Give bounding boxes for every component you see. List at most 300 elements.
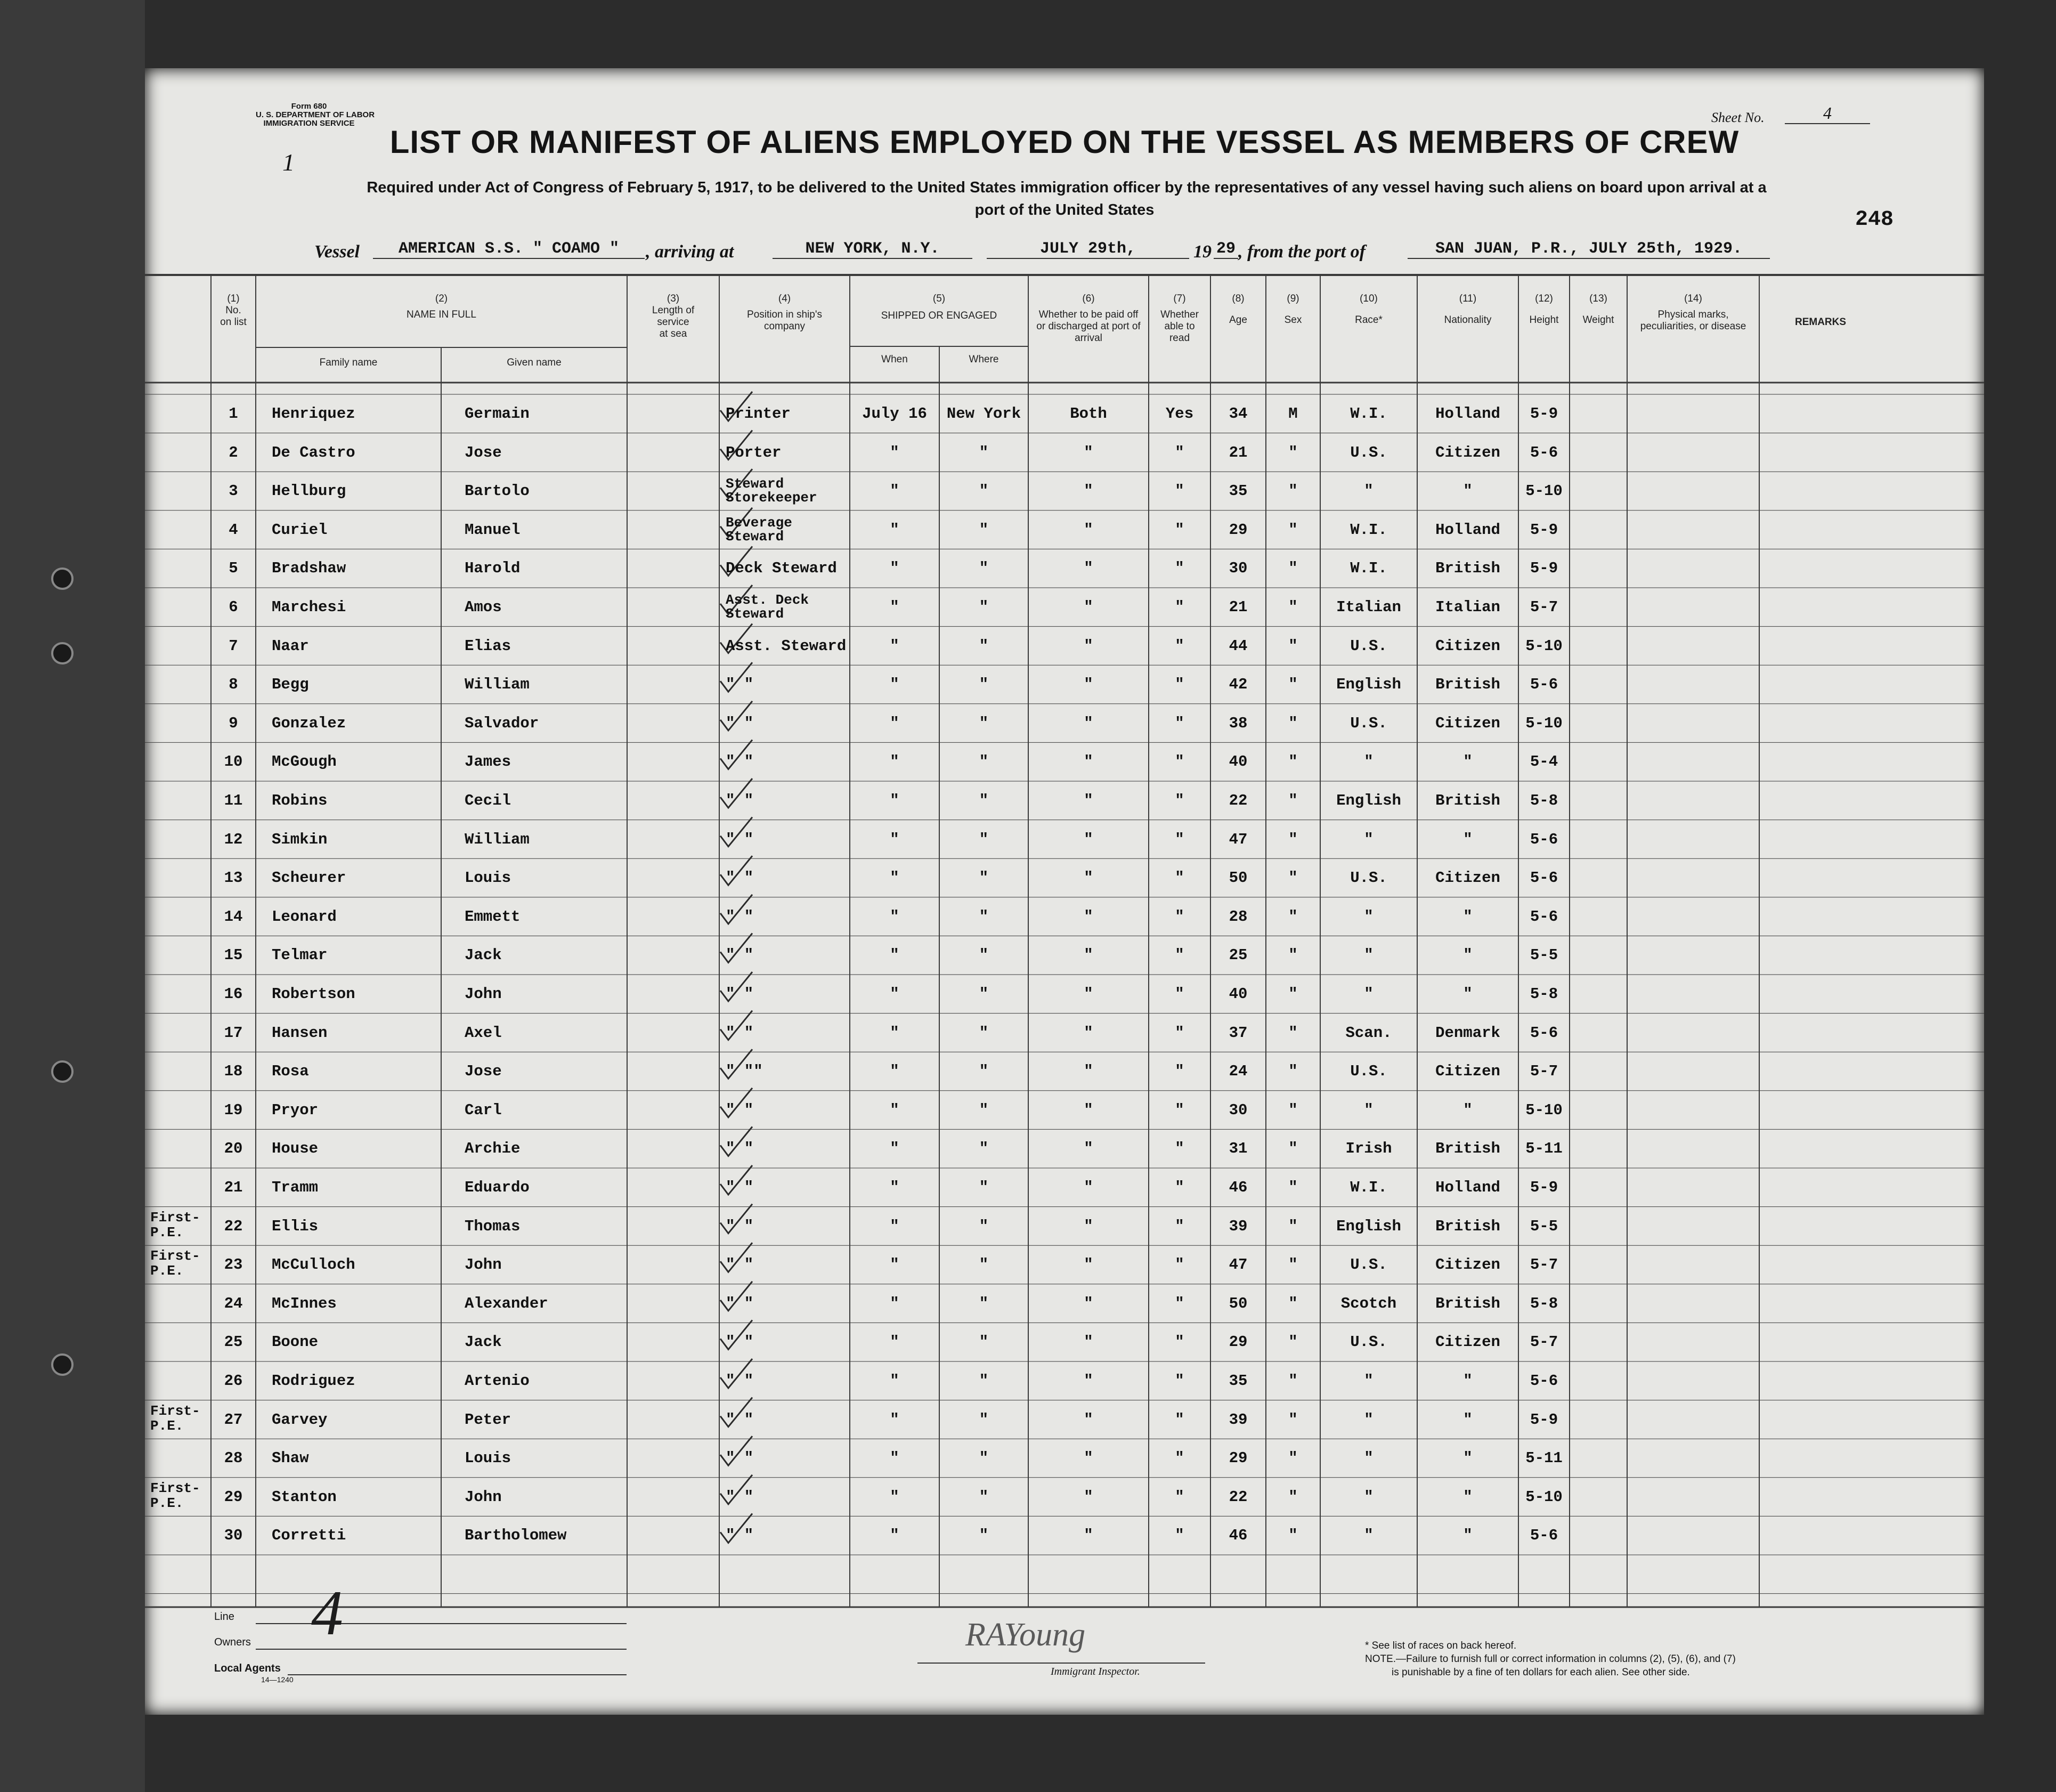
cell-nationality: Holland bbox=[1435, 1179, 1500, 1196]
col-7-header: (7) Whether able to read bbox=[1160, 293, 1199, 344]
cell-read: " bbox=[1175, 1449, 1184, 1467]
cell-no: 26 bbox=[224, 1372, 243, 1390]
cell-nationality: " bbox=[1463, 1372, 1473, 1390]
cell-age: 39 bbox=[1229, 1217, 1248, 1235]
cell-given: Cecil bbox=[465, 792, 511, 809]
cell-position: " " bbox=[726, 907, 754, 926]
cell-height: 5-9 bbox=[1530, 560, 1558, 578]
cell-no: 15 bbox=[224, 946, 243, 964]
cell-age: 25 bbox=[1229, 946, 1248, 964]
cell-height: 5-6 bbox=[1530, 1372, 1558, 1390]
cell-no: 28 bbox=[224, 1449, 243, 1467]
cell-nationality: Citizen bbox=[1435, 869, 1500, 887]
cell-race: W.I. bbox=[1350, 1179, 1387, 1196]
cell-sex: " bbox=[1288, 907, 1298, 926]
col-9-header: (9) Sex bbox=[1284, 293, 1302, 326]
cell-paid: " bbox=[1084, 443, 1093, 461]
cell-age: 30 bbox=[1229, 1101, 1248, 1119]
cell-family: De Castro bbox=[272, 443, 355, 461]
cell-no: 27 bbox=[224, 1410, 243, 1429]
cell-position: Steward Storekeeper bbox=[726, 476, 817, 506]
cell-no: 12 bbox=[224, 830, 243, 848]
cell-sex: " bbox=[1288, 637, 1298, 655]
cell-read: " bbox=[1175, 830, 1184, 848]
cell-family: Pryor bbox=[272, 1101, 319, 1119]
cell-paid: " bbox=[1084, 1333, 1093, 1351]
cell-sex: " bbox=[1288, 1179, 1298, 1196]
col-2b-header: Given name bbox=[507, 357, 562, 368]
subtitle-line-2: port of the United States bbox=[974, 201, 1155, 218]
cell-position: " " bbox=[726, 753, 754, 771]
cell-height: 5-6 bbox=[1530, 1527, 1558, 1545]
arrival-port: NEW YORK, N.Y. bbox=[773, 240, 972, 259]
cell-where: " bbox=[979, 1527, 989, 1545]
cell-nationality: British bbox=[1435, 1294, 1500, 1312]
cell-paid: " bbox=[1084, 753, 1093, 771]
cell-given: Jose bbox=[465, 1063, 502, 1081]
cell-race: Italian bbox=[1336, 598, 1401, 616]
cell-paid: " bbox=[1084, 482, 1093, 500]
cell-family: Telmar bbox=[272, 946, 328, 964]
races-note: * See list of races on back hereof. bbox=[1365, 1640, 1517, 1651]
cell-paid: " bbox=[1084, 1063, 1093, 1081]
cell-sex: " bbox=[1288, 1372, 1298, 1390]
cell-age: 21 bbox=[1229, 598, 1248, 616]
cell-family: Robertson bbox=[272, 985, 355, 1003]
cell-height: 5-7 bbox=[1530, 598, 1558, 616]
cell-given: Salvador bbox=[465, 714, 539, 732]
cell-sex: " bbox=[1288, 1140, 1298, 1158]
cell-sex: " bbox=[1288, 521, 1298, 539]
cell-given: James bbox=[465, 753, 511, 771]
cell-when: " bbox=[890, 598, 899, 616]
cell-family: McGough bbox=[272, 753, 337, 771]
year-prefix: 19 bbox=[1193, 242, 1212, 262]
cell-sex: " bbox=[1288, 869, 1298, 887]
cell-where: " bbox=[979, 1179, 989, 1196]
cell-position: " " bbox=[726, 1256, 754, 1274]
cell-sex: " bbox=[1288, 598, 1298, 616]
col-1-header: (1) No. on list bbox=[220, 293, 247, 328]
cell-age: 40 bbox=[1229, 753, 1248, 771]
cell-given: Emmett bbox=[465, 907, 521, 926]
cell-family: Shaw bbox=[272, 1449, 309, 1467]
cell-sex: " bbox=[1288, 1333, 1298, 1351]
cell-read: " bbox=[1175, 443, 1184, 461]
cell-family: Bradshaw bbox=[272, 560, 346, 578]
cell-height: 5-6 bbox=[1530, 869, 1558, 887]
cell-given: Elias bbox=[465, 637, 511, 655]
cell-sex: " bbox=[1288, 1101, 1298, 1119]
cell-race: W.I. bbox=[1350, 521, 1387, 539]
cell-where: " bbox=[979, 907, 989, 926]
cell-age: 29 bbox=[1229, 1449, 1248, 1467]
cell-when: " bbox=[890, 714, 899, 732]
col-14-header: (14) Physical marks, peculiarities, or disease bbox=[1640, 293, 1746, 332]
cell-when: " bbox=[890, 1101, 899, 1119]
cell-sex: " bbox=[1288, 1410, 1298, 1429]
cell-paid: " bbox=[1084, 1449, 1093, 1467]
cell-sex: " bbox=[1288, 714, 1298, 732]
cell-when: " bbox=[890, 946, 899, 964]
cell-age: 30 bbox=[1229, 560, 1248, 578]
cell-paid: " bbox=[1084, 714, 1093, 732]
cell-family: Leonard bbox=[272, 907, 337, 926]
cell-race: U.S. bbox=[1350, 1256, 1387, 1274]
cell-paid: " bbox=[1084, 1024, 1093, 1042]
department: U. S. DEPARTMENT OF LABOR bbox=[256, 110, 375, 119]
cell-family: Simkin bbox=[272, 830, 328, 848]
cell-nationality: " bbox=[1463, 1449, 1473, 1467]
cell-where: " bbox=[979, 1024, 989, 1042]
cell-family: Garvey bbox=[272, 1410, 328, 1429]
cell-race: " bbox=[1364, 1101, 1374, 1119]
cell-sex: " bbox=[1288, 830, 1298, 848]
cell-where: " bbox=[979, 1140, 989, 1158]
cell-height: 5-10 bbox=[1525, 714, 1563, 732]
cell-paid: " bbox=[1084, 1527, 1093, 1545]
cell-nationality: " bbox=[1463, 946, 1473, 964]
cell-nationality: " bbox=[1463, 1488, 1473, 1506]
cell-sex: " bbox=[1288, 753, 1298, 771]
cell-where: " bbox=[979, 792, 989, 809]
cell-position: " " bbox=[726, 1449, 754, 1467]
penalty-note-line-2: is punishable by a fine of ten dollars for each alien. See other side. bbox=[1392, 1667, 1690, 1678]
cell-sex: M bbox=[1288, 405, 1298, 423]
cell-height: 5-7 bbox=[1530, 1063, 1558, 1081]
cell-where: " bbox=[979, 946, 989, 964]
cell-race: U.S. bbox=[1350, 637, 1387, 655]
cell-when: " bbox=[890, 482, 899, 500]
cell-sex: " bbox=[1288, 560, 1298, 578]
cell-nationality: " bbox=[1463, 1527, 1473, 1545]
cell-paid: " bbox=[1084, 1179, 1093, 1196]
cell-no: 29 bbox=[224, 1488, 243, 1506]
cell-given: Eduardo bbox=[465, 1179, 530, 1196]
cell-read: " bbox=[1175, 1372, 1184, 1390]
vessel-name: AMERICAN S.S. " COAMO " bbox=[373, 240, 645, 259]
cell-family: Rodriguez bbox=[272, 1372, 355, 1390]
cell-position: " " bbox=[726, 1294, 754, 1312]
cell-no: 17 bbox=[224, 1024, 243, 1042]
cell-position: " " bbox=[726, 985, 754, 1003]
cell-given: Thomas bbox=[465, 1217, 521, 1235]
cell-when: " bbox=[890, 1488, 899, 1506]
cell-read: " bbox=[1175, 1410, 1184, 1429]
cell-race: English bbox=[1336, 1217, 1401, 1235]
cell-race: English bbox=[1336, 792, 1401, 809]
cell-height: 5-9 bbox=[1530, 1179, 1558, 1196]
cell-paid: " bbox=[1084, 676, 1093, 694]
cell-position: " " bbox=[726, 1333, 754, 1351]
cell-position: " " bbox=[726, 946, 754, 964]
cell-read: " bbox=[1175, 676, 1184, 694]
cell-given: Carl bbox=[465, 1101, 502, 1119]
cell-no: 18 bbox=[224, 1063, 243, 1081]
cell-where: " bbox=[979, 1488, 989, 1506]
cell-paid: " bbox=[1084, 1488, 1093, 1506]
manifest-title: LIST OR MANIFEST OF ALIENS EMPLOYED ON THE VESSEL AS MEMBERS OF CREW bbox=[389, 124, 1740, 160]
cell-read: " bbox=[1175, 1333, 1184, 1351]
cell-given: Jack bbox=[465, 1333, 502, 1351]
cell-read: " bbox=[1175, 521, 1184, 539]
cell-no: 3 bbox=[229, 482, 238, 500]
cell-nationality: British bbox=[1435, 676, 1500, 694]
cell-read: " bbox=[1175, 1024, 1184, 1042]
handwritten-mark-bottom: 4 bbox=[311, 1577, 343, 1648]
cell-position: " " bbox=[726, 869, 754, 887]
cell-race: " bbox=[1364, 946, 1374, 964]
service: IMMIGRATION SERVICE bbox=[263, 119, 355, 128]
cell-nationality: Citizen bbox=[1435, 1256, 1500, 1274]
cell-race: U.S. bbox=[1350, 869, 1387, 887]
cell-no: 30 bbox=[224, 1527, 243, 1545]
cell-age: 42 bbox=[1229, 676, 1248, 694]
cell-height: 5-5 bbox=[1530, 1217, 1558, 1235]
cell-when: " bbox=[890, 985, 899, 1003]
cell-when: " bbox=[890, 1256, 899, 1274]
cell-age: 37 bbox=[1229, 1024, 1248, 1042]
cell-age: 44 bbox=[1229, 637, 1248, 655]
cell-height: 5-6 bbox=[1530, 830, 1558, 848]
cell-no: 21 bbox=[224, 1179, 243, 1196]
cell-age: 28 bbox=[1229, 907, 1248, 926]
cell-no: 13 bbox=[224, 869, 243, 887]
cell-height: 5-7 bbox=[1530, 1256, 1558, 1274]
cell-when: " bbox=[890, 521, 899, 539]
cell-position: Porter bbox=[726, 443, 782, 461]
cell-height: 5-6 bbox=[1530, 907, 1558, 926]
binding-hole bbox=[51, 1353, 74, 1376]
cell-given: Bartholomew bbox=[465, 1527, 567, 1545]
cell-race: " bbox=[1364, 1527, 1374, 1545]
cell-read: " bbox=[1175, 1217, 1184, 1235]
cell-when: " bbox=[890, 753, 899, 771]
cell-height: 5-9 bbox=[1530, 521, 1558, 539]
cell-race: W.I. bbox=[1350, 560, 1387, 578]
cell-nationality: Denmark bbox=[1435, 1024, 1500, 1042]
col-11-header: (11) Nationality bbox=[1444, 293, 1492, 326]
cell-race: " bbox=[1364, 753, 1374, 771]
cell-age: 46 bbox=[1229, 1179, 1248, 1196]
cell-sex: " bbox=[1288, 676, 1298, 694]
cell-paid: " bbox=[1084, 1217, 1093, 1235]
cell-position: " " bbox=[726, 830, 754, 848]
cell-height: 5-6 bbox=[1530, 1024, 1558, 1042]
cell-given: Jack bbox=[465, 946, 502, 964]
cell-height: 5-6 bbox=[1530, 676, 1558, 694]
cell-age: 21 bbox=[1229, 443, 1248, 461]
cell-read: " bbox=[1175, 482, 1184, 500]
cell-family: Scheurer bbox=[272, 869, 346, 887]
cell-nationality: British bbox=[1435, 1217, 1500, 1235]
cell-race: " bbox=[1364, 830, 1374, 848]
cell-age: 34 bbox=[1229, 405, 1248, 423]
cell-height: 5-10 bbox=[1525, 482, 1563, 500]
cell-no: 24 bbox=[224, 1294, 243, 1312]
cell-position: Printer bbox=[726, 405, 791, 423]
cell-when: " bbox=[890, 830, 899, 848]
cell-given: Manuel bbox=[465, 521, 521, 539]
cell-where: " bbox=[979, 443, 989, 461]
cell-where: " bbox=[979, 1449, 989, 1467]
col-6-header: (6) Whether to be paid off or discharged at port of arrival bbox=[1036, 293, 1141, 344]
cell-where: " bbox=[979, 521, 989, 539]
cell-race: " bbox=[1364, 1449, 1374, 1467]
cell-given: Germain bbox=[465, 405, 530, 423]
cell-height: 5-10 bbox=[1525, 1488, 1563, 1506]
cell-paid: " bbox=[1084, 598, 1093, 616]
cell-when: " bbox=[890, 443, 899, 461]
cell-given: John bbox=[465, 1256, 502, 1274]
cell-height: 5-9 bbox=[1530, 405, 1558, 423]
cell-where: " bbox=[979, 560, 989, 578]
cell-no: 6 bbox=[229, 598, 238, 616]
cell-read: " bbox=[1175, 1063, 1184, 1081]
cell-when: " bbox=[890, 792, 899, 809]
cell-paid: " bbox=[1084, 907, 1093, 926]
cell-no: 23 bbox=[224, 1256, 243, 1274]
col-8-header: (8) Age bbox=[1229, 293, 1247, 326]
first-pe-note: First- P.E. bbox=[150, 1248, 200, 1279]
footer-agents-label: Local Agents bbox=[214, 1663, 281, 1674]
cell-age: 29 bbox=[1229, 1333, 1248, 1351]
cell-nationality: Citizen bbox=[1435, 1063, 1500, 1081]
cell-where: " bbox=[979, 714, 989, 732]
cell-read: " bbox=[1175, 1179, 1184, 1196]
penalty-note-line-1: NOTE.—Failure to furnish full or correct information in columns (2), (5), (6), and (7) bbox=[1365, 1653, 1736, 1665]
cell-nationality: Citizen bbox=[1435, 714, 1500, 732]
cell-age: 38 bbox=[1229, 714, 1248, 732]
cell-read: " bbox=[1175, 1527, 1184, 1545]
cell-age: 40 bbox=[1229, 985, 1248, 1003]
cell-no: 1 bbox=[229, 405, 238, 423]
cell-given: William bbox=[465, 830, 530, 848]
cell-paid: " bbox=[1084, 946, 1093, 964]
cell-read: " bbox=[1175, 907, 1184, 926]
cell-family: Rosa bbox=[272, 1063, 309, 1081]
cell-no: 16 bbox=[224, 985, 243, 1003]
cell-given: Axel bbox=[465, 1024, 502, 1042]
cell-read: " bbox=[1175, 637, 1184, 655]
cell-sex: " bbox=[1288, 792, 1298, 809]
cell-read: " bbox=[1175, 753, 1184, 771]
cell-paid: " bbox=[1084, 869, 1093, 887]
cell-read: " bbox=[1175, 946, 1184, 964]
cell-no: 11 bbox=[224, 792, 243, 809]
cell-sex: " bbox=[1288, 1527, 1298, 1545]
cell-race: English bbox=[1336, 676, 1401, 694]
cell-family: Ellis bbox=[272, 1217, 319, 1235]
cell-when: " bbox=[890, 637, 899, 655]
binding-hole bbox=[51, 567, 74, 590]
cell-where: " bbox=[979, 1294, 989, 1312]
cell-family: Gonzalez bbox=[272, 714, 346, 732]
cell-race: " bbox=[1364, 985, 1374, 1003]
cell-where: " bbox=[979, 1063, 989, 1081]
cell-family: Henriquez bbox=[272, 405, 355, 423]
cell-paid: " bbox=[1084, 560, 1093, 578]
cell-no: 22 bbox=[224, 1217, 243, 1235]
cell-when: " bbox=[890, 676, 899, 694]
cell-height: 5-11 bbox=[1525, 1140, 1563, 1158]
cell-no: 20 bbox=[224, 1140, 243, 1158]
cell-age: 24 bbox=[1229, 1063, 1248, 1081]
form-number: Form 680 bbox=[291, 102, 327, 111]
cell-race: " bbox=[1364, 1488, 1374, 1506]
signature-rule bbox=[917, 1663, 1205, 1664]
cell-read: " bbox=[1175, 1294, 1184, 1312]
cell-read: " bbox=[1175, 792, 1184, 809]
cell-family: Hansen bbox=[272, 1024, 328, 1042]
cell-paid: " bbox=[1084, 830, 1093, 848]
cell-nationality: Holland bbox=[1435, 405, 1500, 423]
cell-when: " bbox=[890, 1527, 899, 1545]
cell-no: 14 bbox=[224, 907, 243, 926]
cell-sex: " bbox=[1288, 1024, 1298, 1042]
cell-given: Louis bbox=[465, 869, 511, 887]
cell-nationality: Italian bbox=[1435, 598, 1500, 616]
cell-nationality: " bbox=[1463, 1410, 1473, 1429]
cell-position: " " bbox=[726, 1217, 754, 1235]
cell-nationality: " bbox=[1463, 482, 1473, 500]
cell-age: 50 bbox=[1229, 1294, 1248, 1312]
year-value: 29 bbox=[1214, 240, 1238, 259]
footer-line-label: Line bbox=[214, 1611, 234, 1623]
cell-family: Marchesi bbox=[272, 598, 346, 616]
cell-when: " bbox=[890, 1294, 899, 1312]
cell-race: " bbox=[1364, 1410, 1374, 1429]
cell-given: Alexander bbox=[465, 1294, 548, 1312]
cell-when: " bbox=[890, 1410, 899, 1429]
cell-family: Corretti bbox=[272, 1527, 346, 1545]
cell-where: " bbox=[979, 482, 989, 500]
cell-where: " bbox=[979, 830, 989, 848]
cell-nationality: British bbox=[1435, 792, 1500, 809]
cell-paid: " bbox=[1084, 1410, 1093, 1429]
cell-when: July 16 bbox=[862, 405, 927, 423]
cell-height: 5-7 bbox=[1530, 1333, 1558, 1351]
cell-read: " bbox=[1175, 598, 1184, 616]
cell-when: " bbox=[890, 1333, 899, 1351]
departure-port: SAN JUAN, P.R., JULY 25th, 1929. bbox=[1408, 240, 1770, 259]
first-pe-note: First- P.E. bbox=[150, 1209, 200, 1240]
cell-sex: " bbox=[1288, 946, 1298, 964]
cell-no: 25 bbox=[224, 1333, 243, 1351]
cell-height: 5-10 bbox=[1525, 637, 1563, 655]
col-12-header: (12) Height bbox=[1529, 293, 1559, 326]
cell-race: " bbox=[1364, 1372, 1374, 1390]
cell-nationality: " bbox=[1463, 907, 1473, 926]
cell-position: " " bbox=[726, 1372, 754, 1390]
cell-where: " bbox=[979, 869, 989, 887]
cell-age: 46 bbox=[1229, 1527, 1248, 1545]
first-pe-note: First- P.E. bbox=[150, 1402, 200, 1434]
cell-no: 2 bbox=[229, 443, 238, 461]
cell-no: 19 bbox=[224, 1101, 243, 1119]
cell-sex: " bbox=[1288, 482, 1298, 500]
cell-position: Asst. Steward bbox=[726, 637, 847, 655]
stamp-number: 248 bbox=[1855, 208, 1894, 232]
cell-age: 35 bbox=[1229, 1372, 1248, 1390]
cell-height: 5-5 bbox=[1530, 946, 1558, 964]
col-5a-header: When bbox=[881, 354, 908, 365]
cell-when: " bbox=[890, 869, 899, 887]
col-15-header: REMARKS bbox=[1794, 317, 1847, 328]
cell-nationality: " bbox=[1463, 830, 1473, 848]
cell-nationality: " bbox=[1463, 753, 1473, 771]
cell-when: " bbox=[890, 1179, 899, 1196]
